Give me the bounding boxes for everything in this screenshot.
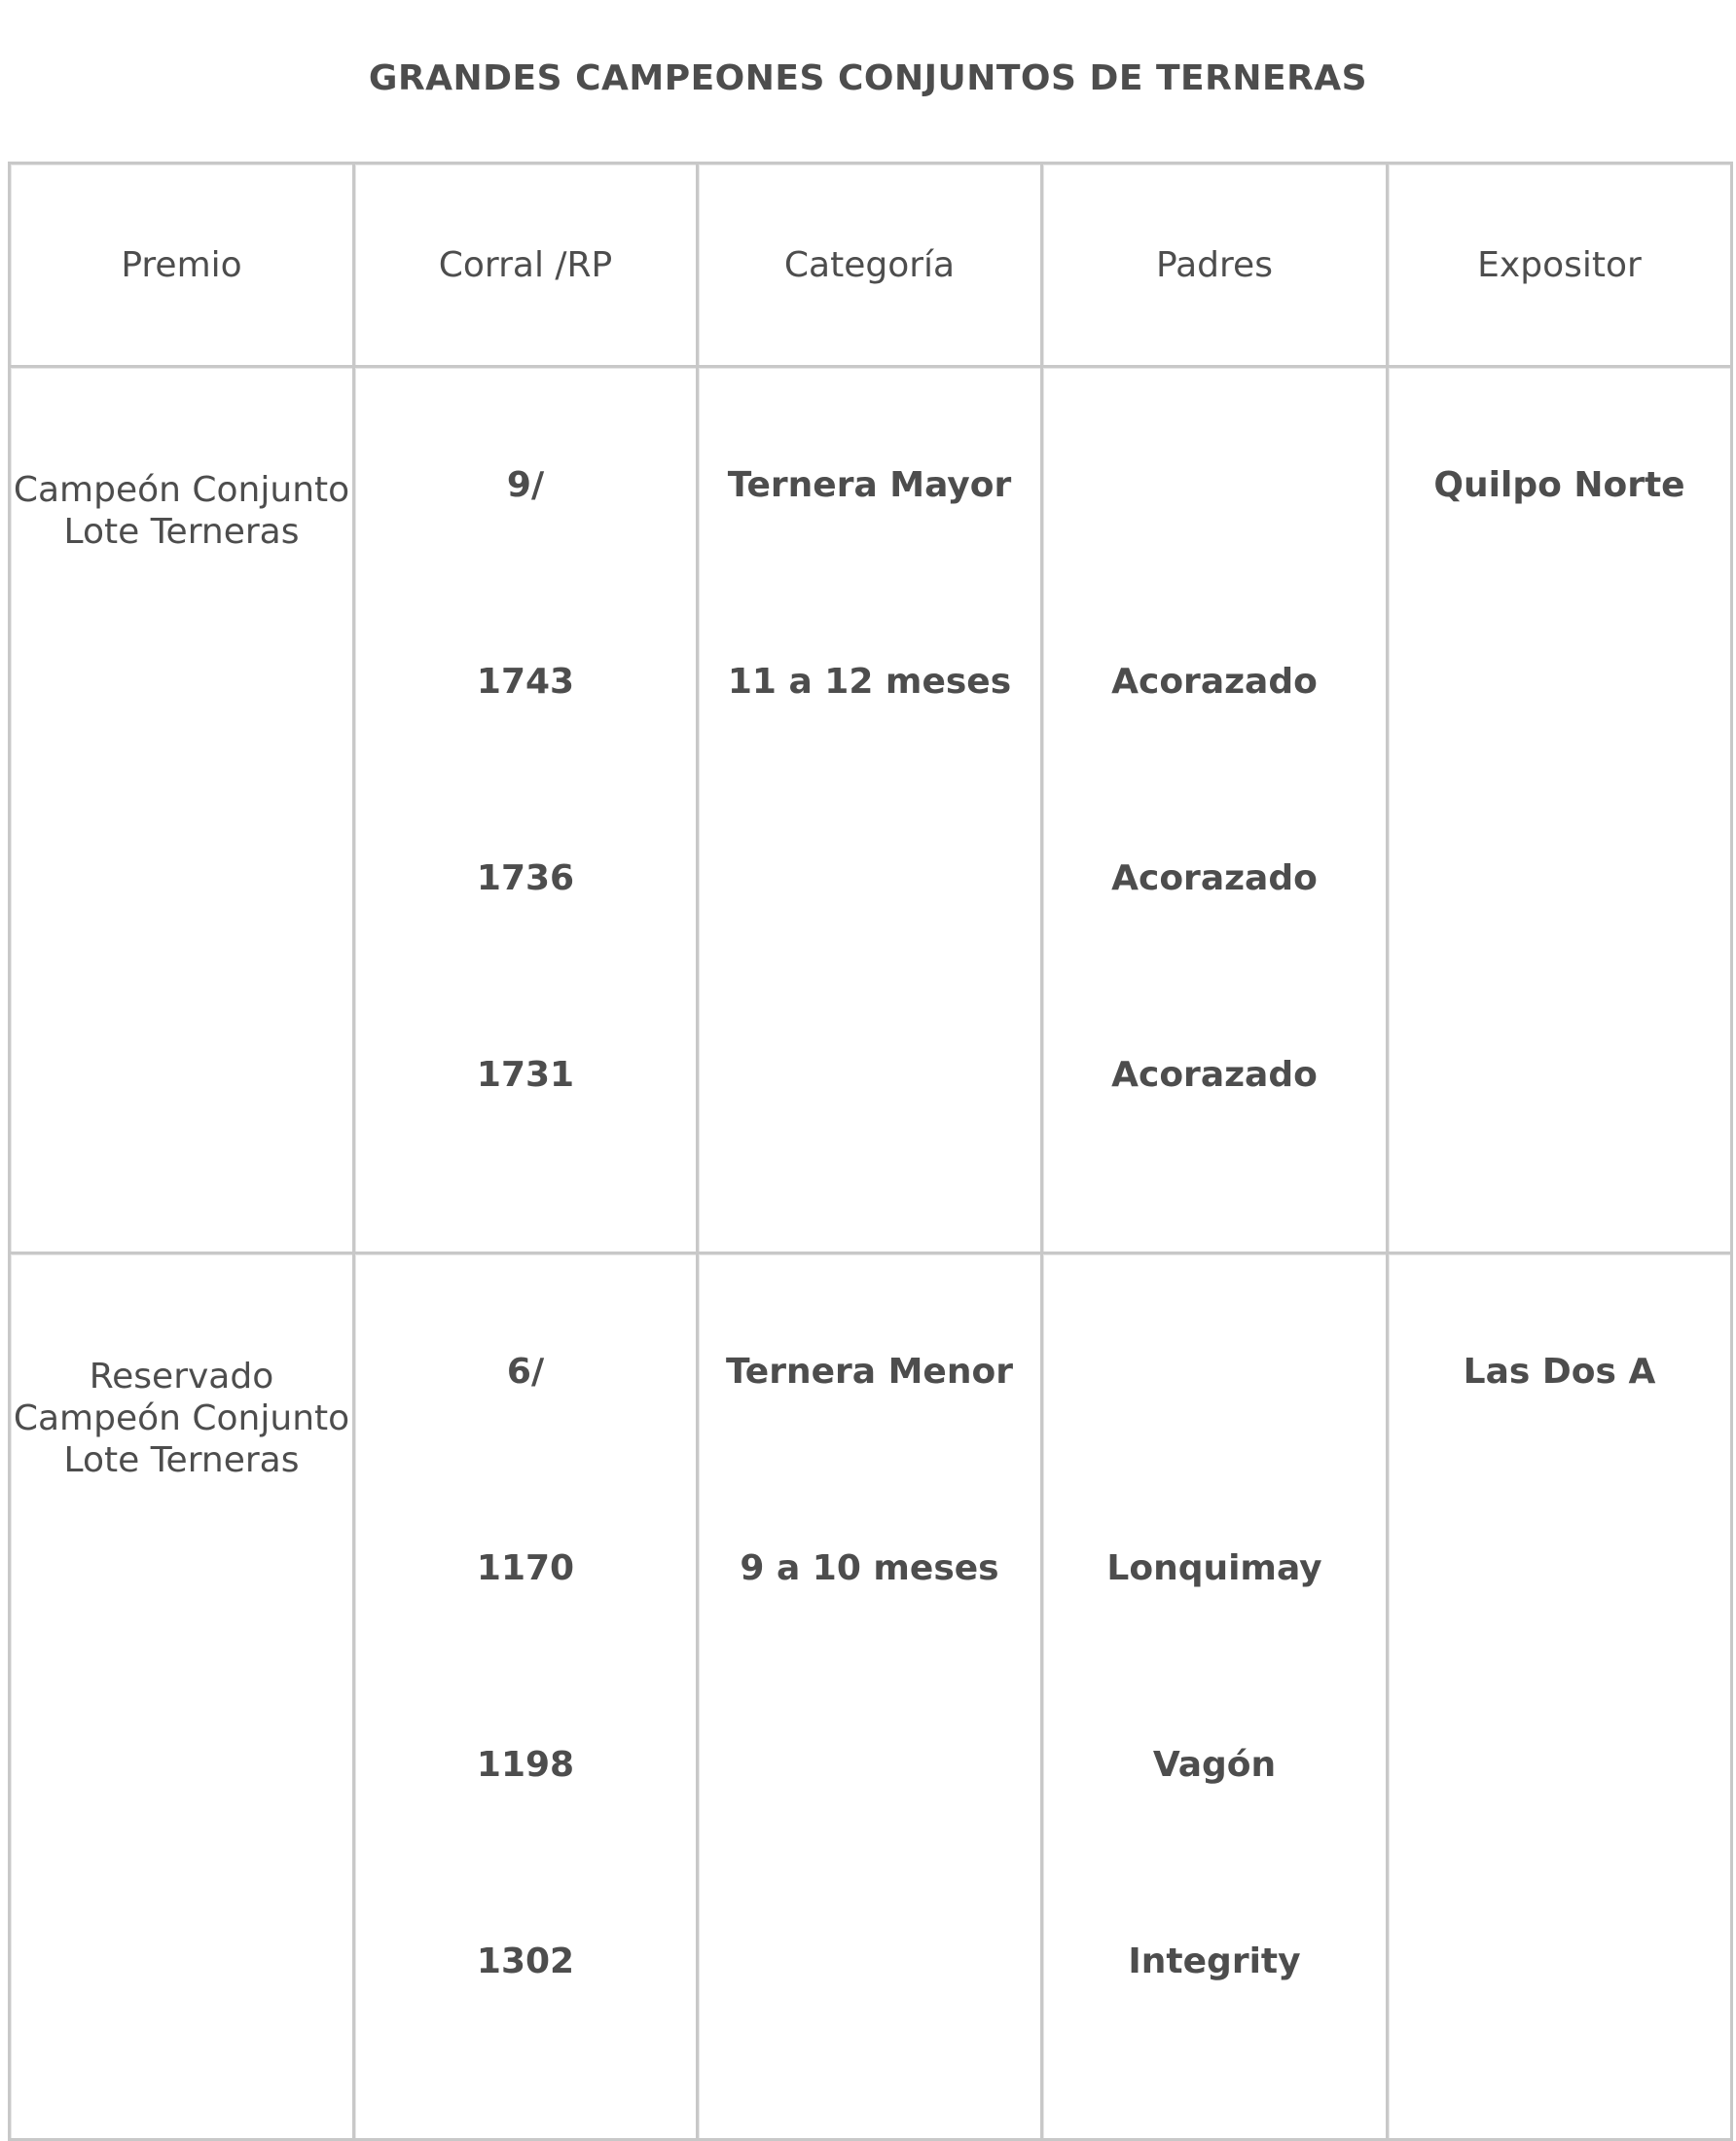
padres-cell [1043, 368, 1389, 1254]
expositor-cell [1389, 1254, 1733, 2141]
categoria-value [699, 1055, 1040, 1252]
premio-line: Campeón Conjunto [13, 470, 350, 510]
premio-line: Campeón Conjunto [13, 1398, 350, 1438]
header-padres: Padres [1043, 164, 1389, 368]
corral-cell [355, 1254, 699, 2141]
padres-cell [1043, 1254, 1389, 2141]
categoria-value: Ternera Mayor [727, 465, 1012, 505]
categoria-value [699, 1745, 1040, 1941]
header-categoria: Categoría [699, 164, 1043, 368]
corral-value: 1731 [476, 1055, 575, 1095]
padres-value [1043, 1352, 1386, 1548]
corral-value: 1170 [476, 1548, 575, 1588]
corral-value: 1736 [476, 858, 575, 898]
categoria-cell [699, 368, 1043, 1254]
corral-value: 1302 [476, 1941, 575, 1981]
expositor-cell [1389, 368, 1733, 1254]
corral-value: 1198 [476, 1745, 575, 1785]
padres-value: Lonquimay [1106, 1548, 1322, 1588]
corral-value: 9/ [506, 465, 545, 505]
categoria-value [699, 1941, 1040, 2138]
categoria-value: 11 a 12 meses [727, 662, 1012, 702]
premio-line: Lote Terneras [63, 1440, 300, 1480]
header-premio: Premio [11, 164, 355, 368]
categoria-value [699, 858, 1040, 1055]
header-expositor: Expositor [1389, 164, 1733, 368]
page-title: GRANDES CAMPEONES CONJUNTOS DE TERNERAS [368, 58, 1368, 98]
table-row [11, 368, 1733, 1254]
categoria-cell [699, 1254, 1043, 2141]
header-row [11, 164, 1733, 368]
expositor-value: Las Dos A [1463, 1352, 1656, 1392]
padres-value [1043, 465, 1386, 662]
padres-value: Acorazado [1111, 1055, 1318, 1095]
premio-line: Reservado [89, 1357, 274, 1397]
header-corral: Corral /RP [355, 164, 699, 368]
categoria-value: 9 a 10 meses [740, 1548, 999, 1588]
padres-value: Vagón [1152, 1745, 1277, 1785]
padres-value: Integrity [1128, 1941, 1301, 1981]
corral-value: 1743 [476, 662, 575, 702]
table-row [11, 1254, 1733, 2141]
corral-value: 6/ [506, 1352, 545, 1392]
expositor-value: Quilpo Norte [1433, 465, 1685, 505]
padres-value: Acorazado [1111, 662, 1318, 702]
premio-line: Lote Terneras [63, 512, 300, 552]
premio-cell [11, 1254, 355, 2141]
padres-value: Acorazado [1111, 858, 1318, 898]
corral-cell [355, 368, 699, 1254]
premio-cell [11, 368, 355, 1254]
categoria-value: Ternera Menor [726, 1352, 1013, 1392]
awards-table [8, 162, 1733, 2141]
